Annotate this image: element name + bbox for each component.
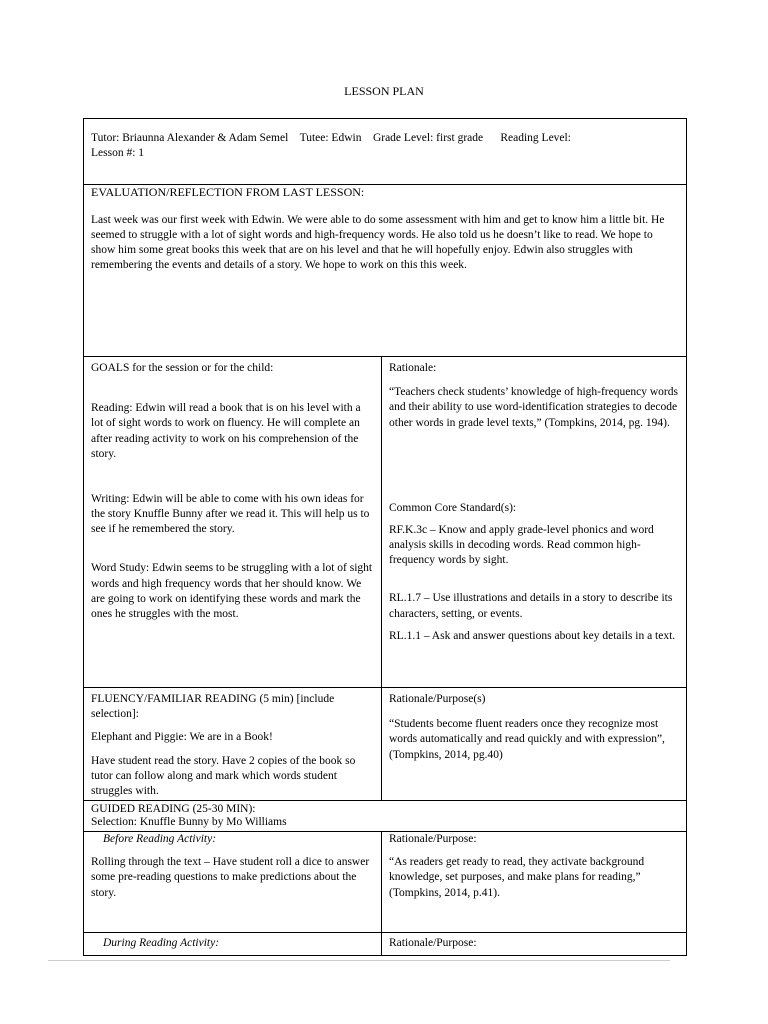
guided-selection: Selection: Knuffle Bunny by Mo Williams: [91, 816, 287, 829]
evaluation-text: Last week was our first week with Edwin. We were able to do some assessment with him and get to know him a little bit. He seemed to struggle with a lot of sight words and high-frequency words. He also told us he doesn’t like to read. We hope to show him some great books this week that are on his level and that he will hopefully enjoy. Edwin also struggles with remembering the events and details of a story. We hope to work on this this week.: [91, 213, 665, 272]
ccs-rl-1-7: RL.1.7 – Use illustrations and details in a story to describe its characters, setting, or events.: [389, 592, 673, 620]
before-reading-text: Rolling through the text – Have student roll a dice to answer some pre-reading questions to make predictions about the story.: [91, 856, 370, 899]
before-rationale-cell: [382, 832, 686, 932]
ccs-heading: Common Core Standard(s):: [389, 501, 517, 514]
goals-rationale-cell: [382, 357, 686, 687]
fluency-row: [84, 688, 686, 801]
during-reading-cell: [84, 933, 382, 955]
guided-reading-row: [84, 801, 686, 832]
goals-rationale-heading: Rationale:: [389, 362, 437, 374]
ccs-rl-1-1: RL.1.1 – Ask and answer questions about key details in a text.: [389, 629, 676, 642]
fluency-rationale-cell: [382, 688, 686, 800]
fluency-rationale: “Students become fluent readers once they recognize most words automatically and read quickly and with expression”, (Tompkins, 2014, pg.40): [389, 718, 665, 761]
during-rationale-cell: [382, 933, 686, 955]
before-reading-row: [84, 832, 686, 933]
header-line-2: Lesson #: 1: [91, 147, 145, 160]
goal-writing: Writing: Edwin will be able to come with his own ideas for the story Knuffle Bunny after we read it. This will help us to see if he remembered the story.: [91, 492, 370, 536]
before-rationale-heading: Rationale/Purpose:: [389, 833, 477, 845]
header-row: [84, 119, 686, 185]
goals-rationale-quote: “Teachers check students’ knowledge of high-frequency words and their ability to use word-identification strategies to decode other words in grade level texts,” (Tompkins, 2014, pg. 194).: [389, 386, 678, 429]
lesson-plan-table: [83, 118, 687, 956]
document-title: LESSON PLAN: [344, 84, 424, 98]
during-reading-row: [84, 933, 686, 955]
fluency-text: Have student read the story. Have 2 copies of the book so tutor can follow along and mark which words student struggles with.: [91, 754, 356, 797]
fluency-rationale-heading: Rationale/Purpose(s): [389, 693, 486, 705]
goal-word-study: Word Study: Edwin seems to be struggling with a lot of sight words and high frequency words that her should know. We are going to work on identifying these words and mark the ones he struggles with the most.: [91, 562, 373, 620]
fluency-heading: FLUENCY/FAMILIAR READING (5 min) [include selection]:: [91, 693, 335, 721]
fluency-cell: [84, 688, 382, 800]
evaluation-row: [84, 185, 686, 357]
evaluation-heading: EVALUATION/REFLECTION FROM LAST LESSON:: [91, 185, 365, 199]
before-rationale: “As readers get ready to read, they activate background knowledge, set purposes, and make plans for reading,” (Tompkins, 2014, p.41).: [389, 856, 645, 899]
page-footer-divider: [48, 960, 670, 961]
before-reading-cell: [84, 832, 382, 932]
goal-reading: Reading: Edwin will read a book that is on his level with a lot of sight words to work on fluency. He will complete an after reading activity to work on his comprehension of the story.: [91, 402, 361, 460]
goals-row: [84, 357, 686, 688]
before-reading-heading: Before Reading Activity:: [103, 833, 217, 845]
during-rationale-heading: Rationale/Purpose:: [389, 937, 477, 949]
goals-cell: [84, 357, 382, 687]
ccs-rf-k-3c: RF.K.3c – Know and apply grade-level phonics and word analysis skills in decoding words. Read common high-frequency words by sight.: [389, 523, 654, 567]
during-reading-heading: During Reading Activity:: [103, 937, 220, 949]
fluency-book: Elephant and Piggie: We are in a Book!: [91, 731, 273, 744]
goals-heading: GOALS for the session or for the child:: [91, 362, 274, 374]
guided-heading: GUIDED READING (25-30 MIN):: [91, 803, 256, 815]
header-line-1: Tutor: Briaunna Alexander & Adam Semel Tutee: Edwin Grade Level: first grade Reading Level:: [91, 132, 571, 144]
